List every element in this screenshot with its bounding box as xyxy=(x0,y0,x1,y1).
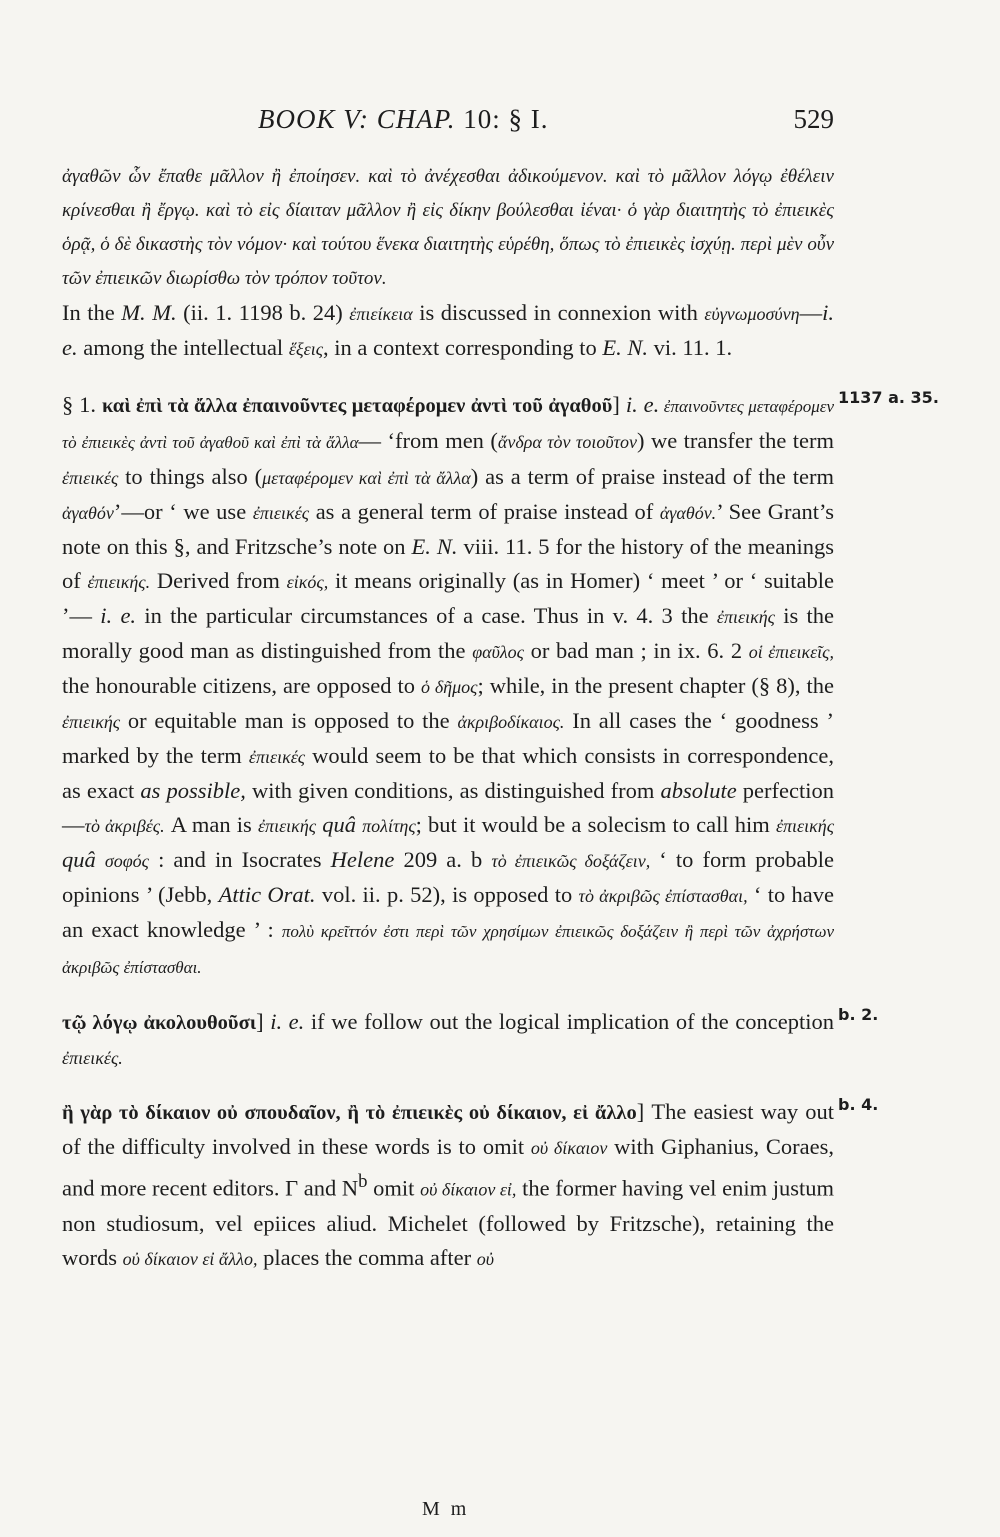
page-header xyxy=(62,104,834,140)
intro-greek-quotation: ἀγαθῶν ὧν ἔπαθε μᾶλλον ἢ ἐποίησεν. καὶ τὸ ἀνέχεσθαι ἀδικούμενον. καὶ τὸ μᾶλλον λόγῳ ἐθέλειν κρίνεσθαι ἢ ἔργῳ. καὶ τὸ εἰς δίαιταν μᾶλλον ἢ εἰς δίκην βούλεσθαι ἰέναι· ὁ γὰρ διαιτητὴς τὸ ἐπιεικὲς ὁρᾷ, ὁ δὲ δικαστὴς τὸν νόμον· καὶ τούτου ἕνεκα διαιτητὴς εὑρέθη, ὅπως τὸ ἐπιεικὲς ἰσχύῃ. περὶ μὲν οὖν τῶν ἐπιεικῶν διωρίσθω τὸν τρόπον τοῦτον. xyxy=(62,166,834,289)
section-b2-note: b. 2. τῷ λόγῳ ἀκολουθοῦσι] i. e. if we follow out the logical implication of the conception ἐπιεικές. xyxy=(62,1005,879,1068)
lemma: καὶ ἐπὶ τὰ ἄλλα ἐπαινοῦντες μεταφέρομεν ἀντὶ τοῦ ἀγαθοῦ xyxy=(101,395,613,417)
book-page xyxy=(62,0,939,1537)
margin-reference: b. 4. xyxy=(838,1095,879,1114)
running-head: BOOK V: CHAP. 10: § I. xyxy=(258,104,549,134)
lemma: ἢ γὰρ τὸ δίκαιον οὐ σπουδαῖον, ἢ τὸ ἐπιεικὲς οὐ δίκαιον, εἰ ἄλλο xyxy=(62,1102,637,1124)
page-number: 529 xyxy=(793,104,834,134)
page-body xyxy=(62,160,939,1276)
section-1-note: 1137 a. 35. § 1. καὶ ἐπὶ τὰ ἄλλα ἐπαινοῦντες μεταφέρομεν ἀντὶ τοῦ ἀγαθοῦ] i. e. ἐπαινοῦντες μεταφέρομεν τὸ ἐπιεικὲς ἀντὶ τοῦ ἀγαθοῦ καὶ ἐπὶ τὰ ἄλλα— ‘from men (ἄνδρα τὸν τοιοῦτον) we transfer the term ἐπιεικές to things also (μεταφέρομεν καὶ ἐπὶ τὰ ἄλλα) as a term of praise instead of the term ἀγαθόν’—or ‘ we use ἐπιεικές as a general term of praise instead of ἀγαθόν.’ See Grant’s note on this §, and Fritzsche’s note on E. N. viii. 11. 5 for the history of the meanings of ἐπιεικής. Derived from εἰκός, it means originally (as in Homer) ‘ meet ’ or ‘ suitable ’— i. e. in the particular circumstances of a case. Thus in v. 4. 3 the ἐπιεικής is the morally good man as distinguished from the φαῦλος or bad man ; in ix. 6. 2 οἱ ἐπιεικεῖς, the honourable citizens, are opposed to ὁ δῆμος; while, in the present chapter (§ 8), the ἐπιεικής or equitable man is opposed to the ἀκριβοδίκαιος. In all cases the ‘ goodness ’ marked by the term ἐπιεικές would seem to be that which consists in correspondence, as exact as possible, with given conditions, as distinguished from absolute perfection—τὸ ἀκριβές. A man is ἐπιεικής quâ πολίτης; but it would be a solecism to call him ἐπιεικής quâ σοφός : and in Isocrates Helene 209 a. b τὸ ἐπιεικῶς δοξάζειν, ‘ to form probable opinions ’ (Jebb, Attic Orat. vol. ii. p. 52), is opposed to τὸ ἀκριβῶς ἐπίστασθαι, ‘ to have an exact knowledge ’ : πολὺ κρεῖττόν ἐστι περὶ τῶν χρησίμων ἐπιεικῶς δοξάζειν ἢ περὶ τῶν ἀχρήστων ἀκριβῶς ἐπίστασθαι. xyxy=(62,388,939,977)
section-b4-note: b. 4. ἢ γὰρ τὸ δίκαιον οὐ σπουδαῖον, ἢ τὸ ἐπιεικὲς οὐ δίκαιον, εἰ ἄλλο] The easiest way out of the difficulty involved in these words is to omit οὐ δίκαιον with Giphanius, Coraes, and more recent editors. Γ and $N^b$ omit οὐ δίκαιον εἰ, the former having vel enim justum non studiosum, vel epiices aliud. Michelet (followed by Fritzsche), retaining the words οὐ δίκαιον εἰ ἄλλο, places the comma after οὐ xyxy=(62,1095,879,1270)
margin-reference: 1137 a. 35. xyxy=(838,388,939,407)
margin-reference: b. 2. xyxy=(838,1005,879,1024)
signature-mark: M m xyxy=(422,1498,470,1520)
mm-note: In the M. M. (ii. 1. 1198 b. 24) ἐπιείκεια is discussed in connexion with εὐγνωμοσύνη—i. e. among the intellectual ἕξεις, in a context corresponding to E. N. vi. 11. 1. xyxy=(62,300,834,360)
lemma: τῷ λόγῳ ἀκολουθοῦσι xyxy=(62,1012,257,1034)
